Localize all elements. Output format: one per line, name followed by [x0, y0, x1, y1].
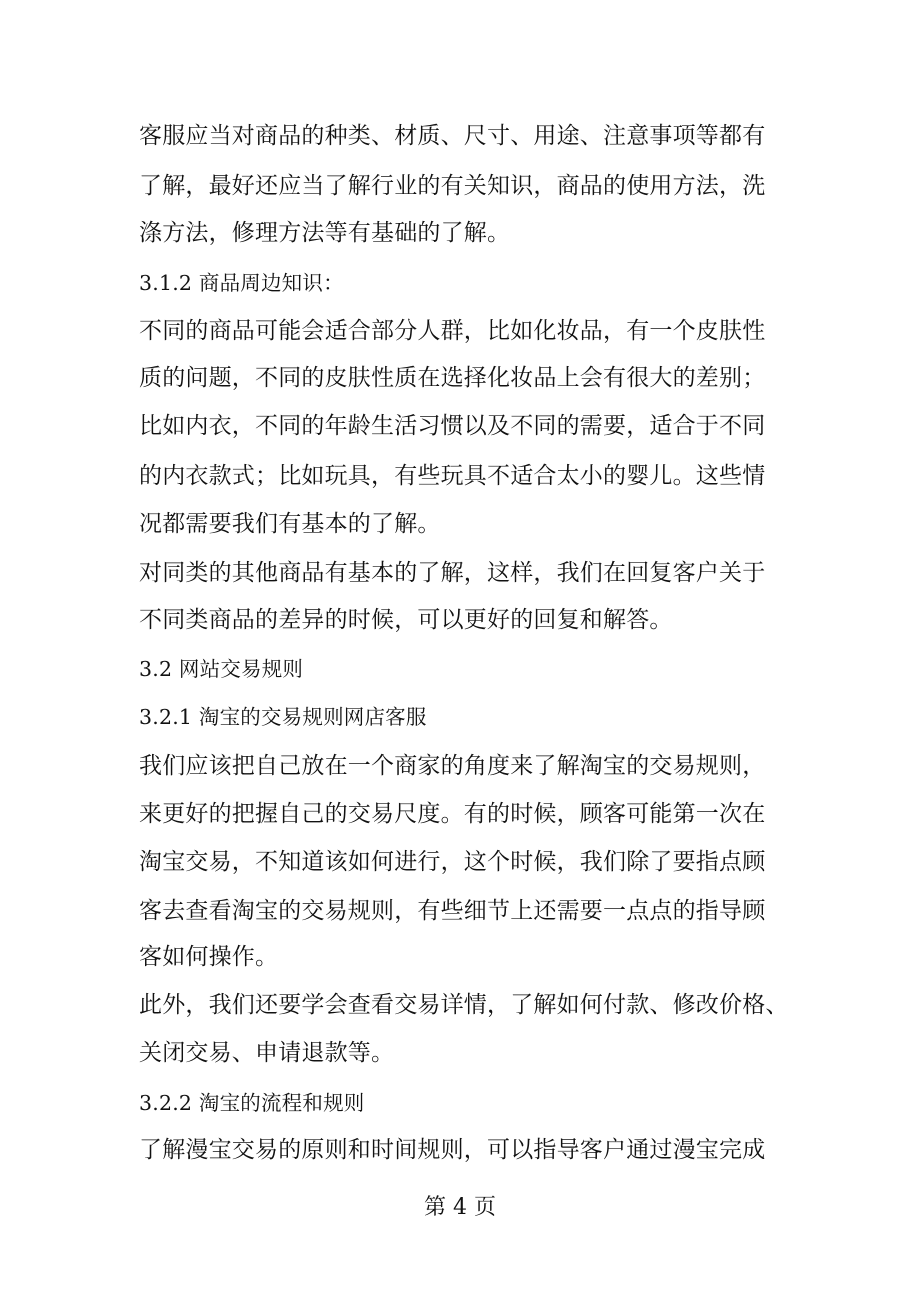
paragraph-line: 比如内衣，不同的年龄生活习惯以及不同的需要，适合于不同: [139, 413, 766, 439]
paragraph-line: 我们应该把自己放在一个商家的角度来了解淘宝的交易规则，: [139, 753, 766, 779]
paragraph-line: 了解，最好还应当了解行业的有关知识，商品的使用方法，洗: [139, 173, 766, 199]
paragraph-line: 不同的商品可能会适合部分人群，比如化妆品，有一个皮肤性: [139, 318, 766, 344]
paragraph-line: 涤方法，修理方法等有基础的了解。: [139, 220, 511, 246]
section-heading: 3.2.1 淘宝的交易规则网店客服: [139, 705, 427, 729]
section-heading: 3.2.2 淘宝的流程和规则: [139, 1091, 365, 1115]
page-number: 第 4 页: [424, 1195, 496, 1220]
paragraph-line: 况都需要我们有基本的了解。: [139, 511, 441, 537]
paragraph-line: 质的问题，不同的皮肤性质在选择化妆品上会有很大的差别；: [139, 365, 766, 391]
paragraph-line: 不同类商品的差异的时候，可以更好的回复和解答。: [139, 607, 673, 633]
paragraph-line: 来更好的把握自己的交易尺度。有的时候，顾客可能第一次在: [139, 801, 766, 827]
section-heading: 3.1.2 商品周边知识：: [139, 271, 344, 295]
section-heading: 3.2 网站交易规则: [139, 657, 304, 681]
paragraph-line: 客去查看淘宝的交易规则，有些细节上还需要一点点的指导顾: [139, 898, 766, 924]
paragraph-line: 客服应当对商品的种类、材质、尺寸、用途、注意事项等都有: [139, 123, 766, 149]
paragraph-line: 淘宝交易，不知道该如何进行，这个时候，我们除了要指点顾: [139, 849, 766, 875]
paragraph-line: 了解漫宝交易的原则和时间规则，可以指导客户通过漫宝完成: [139, 1137, 766, 1163]
paragraph-line: 关闭交易、申请退款等。: [139, 1040, 395, 1066]
paragraph-line: 客如何操作。: [139, 944, 279, 970]
paragraph-line: 此外，我们还要学会查看交易详情，了解如何付款、修改价格、: [139, 992, 789, 1018]
paragraph-line: 的内衣款式；比如玩具，有些玩具不适合太小的婴儿。这些情: [139, 463, 766, 489]
paragraph-line: 对同类的其他商品有基本的了解，这样，我们在回复客户关于: [139, 560, 766, 586]
